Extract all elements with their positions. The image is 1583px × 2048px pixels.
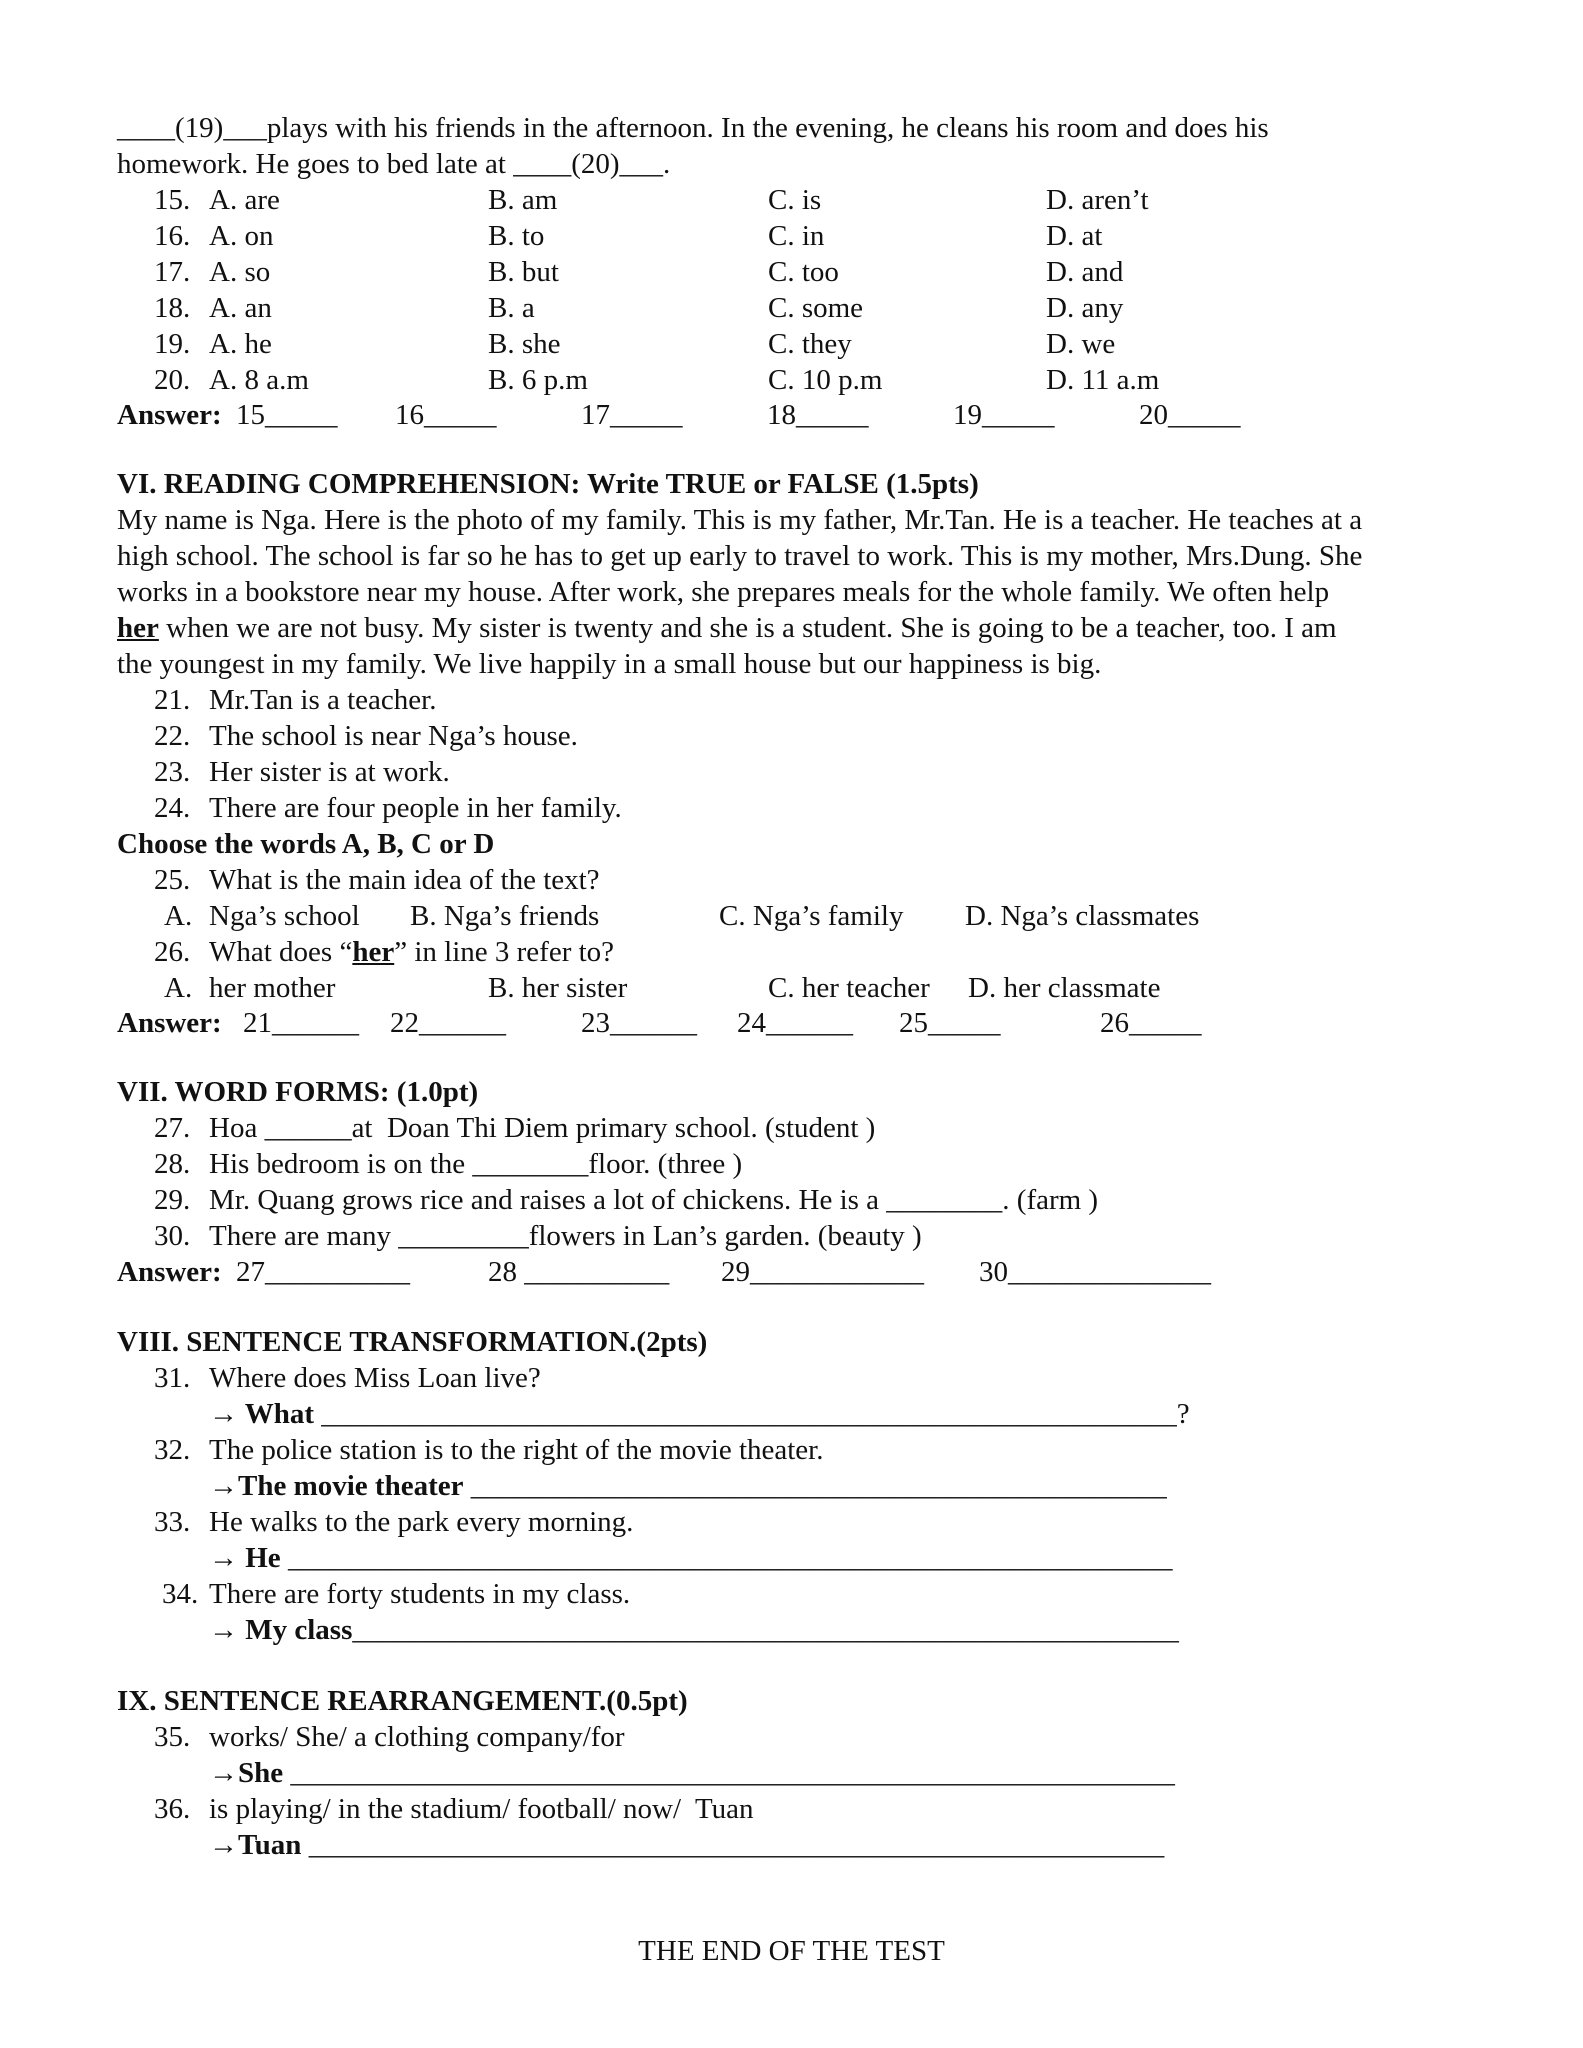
statement-text: Mr.Tan is a teacher. <box>209 684 437 716</box>
section-heading: VI. READING COMPREHENSION: Write TRUE or FALSE (1.5pts) <box>117 468 979 500</box>
option-d: D. aren’t <box>1046 184 1149 216</box>
statement-text: Her sister is at work. <box>209 756 450 788</box>
answer-label: Answer: <box>117 399 222 431</box>
question-number: 31. <box>154 1362 191 1394</box>
answer-label: Answer: <box>117 1007 222 1039</box>
option-d: D. at <box>1046 220 1103 252</box>
option-d: D. any <box>1046 292 1124 324</box>
statement-text: There are four people in her family. <box>209 792 622 824</box>
underlined-word: her <box>352 936 395 968</box>
rewrite-line <box>209 1468 1167 1504</box>
option-a: A. so <box>209 256 271 288</box>
rewrite-prompt: → He <box>209 1542 281 1574</box>
question-number: 22. <box>154 720 191 752</box>
option-d: D. her classmate <box>968 972 1161 1004</box>
option-c: C. some <box>768 292 864 324</box>
section-heading: IX. SENTENCE REARRANGEMENT.(0.5pt) <box>117 1685 688 1717</box>
option-a: Nga’s school <box>209 900 360 932</box>
rewrite-line <box>209 1396 1190 1432</box>
rewrite-blank[interactable]: ________________________________________________ <box>463 1470 1167 1502</box>
option-a: A. an <box>209 292 272 324</box>
question-number: 30. <box>154 1220 191 1252</box>
option-a: A. he <box>209 328 272 360</box>
option-a: A. 8 a.m <box>209 364 309 396</box>
underlined-word: her <box>117 612 159 644</box>
option-c: C. her teacher <box>768 972 930 1004</box>
option-d: D. 11 a.m <box>1046 364 1160 396</box>
option-d: D. and <box>1046 256 1124 288</box>
option-c: C. they <box>768 328 852 360</box>
answer-blank[interactable]: 16_____ <box>395 399 497 431</box>
option-b: B. am <box>488 184 558 216</box>
end-of-test-footer: THE END OF THE TEST <box>638 1935 945 1967</box>
question-text <box>209 934 614 970</box>
question-number: 28. <box>154 1148 191 1180</box>
question-number: 21. <box>154 684 191 716</box>
rewrite-blank[interactable]: ___________________________________________________________? <box>314 1398 1190 1430</box>
question-number: 34. <box>162 1578 199 1610</box>
rewrite-prompt: →Tuan <box>209 1829 302 1861</box>
question-text: His bedroom is on the ________floor. (three ) <box>209 1148 743 1180</box>
answer-blank[interactable]: 18_____ <box>767 399 869 431</box>
option-a: A. are <box>209 184 280 216</box>
option-b: B. a <box>488 292 535 324</box>
question-number: 20. <box>154 364 191 396</box>
question-number: 18. <box>154 292 191 324</box>
option-a: A. on <box>209 220 274 252</box>
question-number: 32. <box>154 1434 191 1466</box>
option-c: C. in <box>768 220 825 252</box>
option-a: her mother <box>209 972 336 1004</box>
question-text: The police station is to the right of the movie theater. <box>209 1434 824 1466</box>
rewrite-blank[interactable]: _________________________________________________________ <box>352 1614 1179 1646</box>
rewrite-prompt: → My class <box>209 1614 353 1646</box>
statement-text: The school is near Nga’s house. <box>209 720 578 752</box>
question-number: 25. <box>154 864 191 896</box>
answer-blank[interactable]: 28 __________ <box>488 1256 670 1288</box>
option-b: B. but <box>488 256 559 288</box>
option-letter: A. <box>164 972 193 1004</box>
question-number: 16. <box>154 220 191 252</box>
question-number: 35. <box>154 1721 191 1753</box>
rewrite-prompt: → What <box>209 1398 315 1430</box>
answer-blank[interactable]: 27__________ <box>236 1256 410 1288</box>
question-number: 36. <box>154 1793 191 1825</box>
subsection-heading: Choose the words A, B, C or D <box>117 828 495 860</box>
answer-blank[interactable]: 21______ <box>243 1007 359 1039</box>
rewrite-prompt: →The movie theater <box>209 1470 464 1502</box>
question-number: 23. <box>154 756 191 788</box>
option-b: B. Nga’s friends <box>410 900 600 932</box>
question-number: 15. <box>154 184 191 216</box>
answer-blank[interactable]: 20_____ <box>1139 399 1241 431</box>
answer-blank[interactable]: 25_____ <box>899 1007 1001 1039</box>
answer-label: Answer: <box>117 1256 222 1288</box>
question-text: There are many _________flowers in Lan’s garden. (beauty ) <box>209 1220 922 1252</box>
intro-line: ____(19)___plays with his friends in the afternoon. In the evening, he cleans his room and does his <box>117 112 1269 144</box>
question-number: 24. <box>154 792 191 824</box>
rewrite-blank[interactable]: _____________________________________________________________ <box>280 1542 1173 1574</box>
rewrite-blank[interactable]: _____________________________________________________________ <box>283 1757 1175 1789</box>
question-text: is playing/ in the stadium/ football/ now/ Tuan <box>209 1793 754 1825</box>
answer-blank[interactable]: 15_____ <box>236 399 338 431</box>
rewrite-line <box>209 1827 1164 1863</box>
rewrite-blank[interactable]: ___________________________________________________________ <box>301 1829 1165 1861</box>
option-c: C. 10 p.m <box>768 364 883 396</box>
question-text: Hoa ______at Doan Thi Diem primary school. (student ) <box>209 1112 876 1144</box>
rewrite-line <box>209 1612 1179 1648</box>
question-text: Where does Miss Loan live? <box>209 1362 541 1394</box>
section-heading: VIII. SENTENCE TRANSFORMATION.(2pts) <box>117 1326 708 1358</box>
passage-line: works in a bookstore near my house. After work, she prepares meals for the whole family. We often help <box>117 576 1330 608</box>
question-number: 33. <box>154 1506 191 1538</box>
intro-line: homework. He goes to bed late at ____(20)___. <box>117 148 671 180</box>
question-number: 26. <box>154 936 191 968</box>
answer-blank[interactable]: 26_____ <box>1100 1007 1202 1039</box>
option-letter: A. <box>164 900 193 932</box>
option-d: D. Nga’s classmates <box>965 900 1200 932</box>
question-text: What is the main idea of the text? <box>209 864 600 896</box>
rewrite-line <box>209 1540 1172 1576</box>
option-c: C. is <box>768 184 822 216</box>
option-d: D. we <box>1046 328 1116 360</box>
section-heading: VII. WORD FORMS: (1.0pt) <box>117 1076 479 1108</box>
option-b: B. 6 p.m <box>488 364 588 396</box>
answer-blank[interactable]: 17_____ <box>581 399 683 431</box>
question-text-part: What does “ <box>209 936 353 968</box>
answer-blank[interactable]: 29____________ <box>721 1256 924 1288</box>
question-text: There are forty students in my class. <box>209 1578 631 1610</box>
rewrite-line <box>209 1755 1175 1791</box>
question-number: 19. <box>154 328 191 360</box>
option-b: B. to <box>488 220 545 252</box>
answer-blank[interactable]: 19_____ <box>953 399 1055 431</box>
passage-line: the youngest in my family. We live happily in a small house but our happiness is big. <box>117 648 1102 680</box>
question-text-part: ” in line 3 refer to? <box>394 936 615 968</box>
option-c: C. too <box>768 256 839 288</box>
question-text: He walks to the park every morning. <box>209 1506 634 1538</box>
passage-line: My name is Nga. Here is the photo of my family. This is my father, Mr.Tan. He is a teacher. He teaches at a <box>117 504 1363 536</box>
answer-blank[interactable]: 23______ <box>581 1007 697 1039</box>
passage-line <box>117 610 1337 646</box>
question-text: works/ She/ a clothing company/for <box>209 1721 625 1753</box>
answer-blank[interactable]: 30______________ <box>979 1256 1211 1288</box>
option-c: C. Nga’s family <box>719 900 904 932</box>
question-number: 17. <box>154 256 191 288</box>
question-number: 27. <box>154 1112 191 1144</box>
question-number: 29. <box>154 1184 191 1216</box>
option-b: B. her sister <box>488 972 628 1004</box>
passage-text: when we are not busy. My sister is twenty and she is a student. She is going to be a teacher, too. I am <box>158 612 1337 644</box>
passage-line: high school. The school is far so he has to get up early to travel to work. This is my mother, Mrs.Dung. She <box>117 540 1363 572</box>
rewrite-prompt: →She <box>209 1757 284 1789</box>
question-text: Mr. Quang grows rice and raises a lot of chickens. He is a ________. (farm ) <box>209 1184 1099 1216</box>
answer-blank[interactable]: 24______ <box>737 1007 853 1039</box>
option-b: B. she <box>488 328 561 360</box>
answer-blank[interactable]: 22______ <box>390 1007 506 1039</box>
